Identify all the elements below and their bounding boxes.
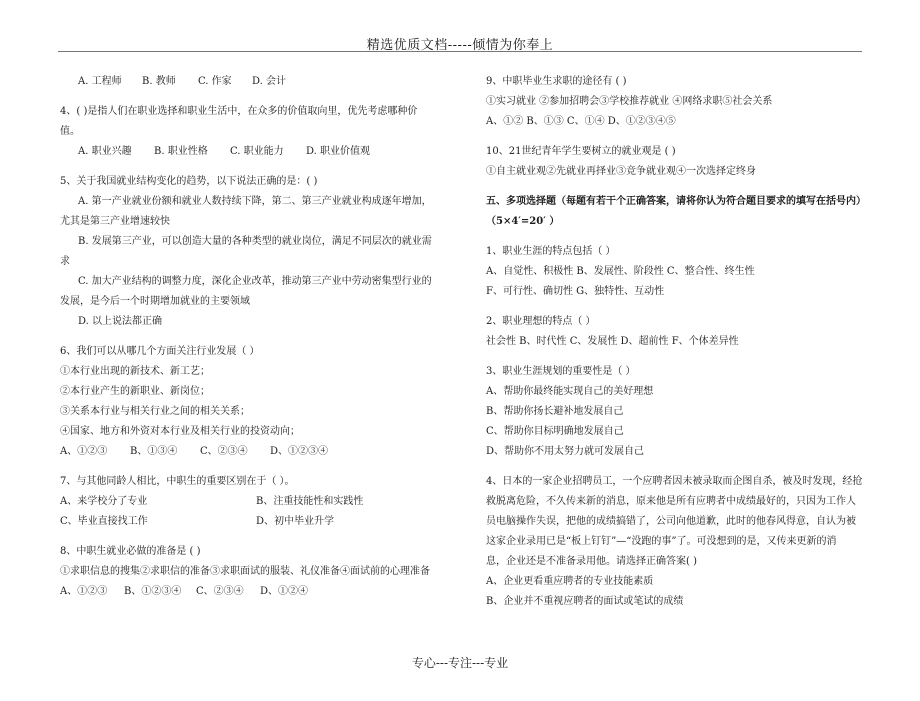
document-footer: 专心---专注---专业	[411, 656, 509, 670]
question-stem: 6、我们可以从哪几个方面关注行业发展（ ）	[60, 346, 260, 357]
question-stem: 息，企业还是不准备录用他。请选择正确答案( )	[486, 556, 697, 567]
question-stem: 2、职业理想的特点（ ）	[486, 316, 596, 327]
option: C. 作家	[198, 76, 232, 87]
question-stem: 这家企业录用已是“板上钉钉”—“没跑的事”了。可没想到的是，又传来更新的消	[486, 536, 837, 547]
option-cont: 尤其是第三产业增速较快	[60, 216, 170, 227]
option: C、毕业直接找工作	[60, 516, 148, 527]
question-stem: 10、21世纪青年学生要树立的就业观是 ( )	[486, 146, 676, 157]
question-stem: 1、职业生涯的特点包括（ ）	[486, 246, 616, 257]
option: D、①②③④	[270, 446, 329, 457]
question-stem: 3、职业生涯规划的重要性是（ ）	[486, 366, 636, 377]
item: ①本行业出现的新技术、新工艺；	[60, 366, 210, 377]
options: 社会性 B、时代性 C、发展性 D、超前性 F、个体差异性	[486, 336, 739, 347]
item: ①实习就业 ②参加招聘会③学校推荐就业 ④网络求职⑤社会关系	[486, 96, 773, 107]
left-column	[60, 72, 452, 602]
q3-options	[60, 72, 452, 92]
section-score: （5×4′=20′ ）	[486, 216, 560, 227]
document-header: 精选优质文档-----倾情为你奉上	[366, 38, 554, 53]
question-stem: 员电脑操作失误，把他的成绩搞错了，公司向他道歉，此时的他春风得意，自认为被	[486, 516, 856, 527]
q4-options	[60, 142, 452, 162]
item: ①求职信息的搜集②求职信的准备③求职面试的服装、礼仪准备④面试前的心理准备	[60, 566, 430, 577]
option: A、帮助你最终能实现自己的美好理想	[486, 386, 654, 397]
option: A、企业更看重应聘者的专业技能素质	[486, 576, 654, 587]
option: C. 职业能力	[230, 146, 284, 157]
option: A. 职业兴趣	[78, 146, 132, 157]
question-stem: 值。	[60, 126, 80, 137]
option: B. 发展第三产业，可以创造大量的各种类型的就业岗位，满足不同层次的就业需	[78, 236, 432, 247]
multi-question-4	[486, 472, 882, 612]
section-5-heading	[486, 192, 882, 232]
question-stem: 救脱离危险，不久传来新的消息，原来他是所有应聘者中成绩最好的，只因为工作人	[486, 496, 856, 507]
option: D、①②④	[260, 586, 309, 597]
question-stem: 4、日本的一家企业招聘员工，一个应聘者因未被录取而企图自杀，被及时发现，经抢	[486, 476, 863, 487]
multi-question-3	[486, 362, 882, 462]
item: ①自主就业观②先就业再择业③竞争就业观④一次选择定终身	[486, 166, 756, 177]
question-10	[486, 142, 882, 182]
question-4	[60, 102, 452, 162]
option-cont: 求	[60, 256, 70, 267]
option: B、注重技能性和实践性	[256, 496, 364, 507]
option: B. 教师	[142, 76, 176, 87]
q8-options	[60, 582, 452, 602]
option: B、①②③④	[124, 586, 182, 597]
option: A. 第一产业就业份额和就业人数持续下降，第二、第三产业就业构成逐年增加，	[78, 196, 432, 207]
option: D、帮助你不用太努力就可发展自己	[486, 446, 645, 457]
option: D. 以上说法都正确	[78, 316, 163, 327]
option-cont: 发展，是今后一个时期增加就业的主要领域	[60, 296, 250, 307]
question-6	[60, 342, 452, 462]
question-stem: 4、( )是指人们在职业选择和职业生活中，在众多的价值取向里，优先考虑哪种价	[60, 106, 418, 117]
option: D. 会计	[252, 76, 287, 87]
item: ②本行业产生的新职业、新岗位；	[60, 386, 210, 397]
option: B、企业并不重视应聘者的面试或笔试的成绩	[486, 596, 684, 607]
option: D. 职业价值观	[306, 146, 371, 157]
option: D、初中毕业升学	[256, 516, 335, 527]
item: ③关系本行业与相关行业之间的相关关系；	[60, 406, 250, 417]
section-title: 五、多项选择题（每题有若干个正确答案，请将你认为符合题目要求的填写在括号内）	[486, 196, 866, 207]
multi-question-2	[486, 312, 882, 352]
question-stem: 5、关于我国就业结构变化的趋势，以下说法正确的是：( )	[60, 176, 318, 187]
question-stem: 8、中职生就业必做的准备是 ( )	[60, 546, 201, 557]
question-7	[60, 472, 452, 532]
option: C、②③④	[196, 586, 244, 597]
question-9	[486, 72, 882, 132]
option: A、①②③	[60, 586, 108, 597]
question-stem: 9、中职毕业生求职的途径有 ( )	[486, 76, 627, 87]
option: C、帮助你目标明确地发展自己	[486, 426, 624, 437]
options: A、自觉性、积极性 B、发展性、阶段性 C、整合性、终生性	[486, 266, 755, 277]
question-5	[60, 172, 452, 332]
option: C. 加大产业结构的调整力度，深化企业改革，推动第三产业中劳动密集型行业的	[78, 276, 432, 287]
option: C、②③④	[200, 446, 248, 457]
multi-question-1	[486, 242, 882, 302]
options: F、可行性、确切性 G、独特性、互动性	[486, 286, 665, 297]
header-rule	[58, 51, 862, 52]
option: B. 职业性格	[154, 146, 208, 157]
right-column	[486, 72, 882, 612]
item: ④国家、地方和外资对本行业及相关行业的投资动向；	[60, 426, 300, 437]
option: B、①③④	[130, 446, 178, 457]
q6-options	[60, 442, 452, 462]
option: A、来学校分了专业	[60, 496, 148, 507]
question-stem: 7、与其他同龄人相比，中职生的重要区别在于（ ）。	[60, 476, 295, 487]
option: A、①②③	[60, 446, 108, 457]
question-8	[60, 542, 452, 602]
option: A. 工程师	[78, 76, 122, 87]
option: B、帮助你扬长避补地发展自己	[486, 406, 624, 417]
options: A、①② B、①③ C、①④ D、①②③④⑤	[486, 116, 676, 127]
